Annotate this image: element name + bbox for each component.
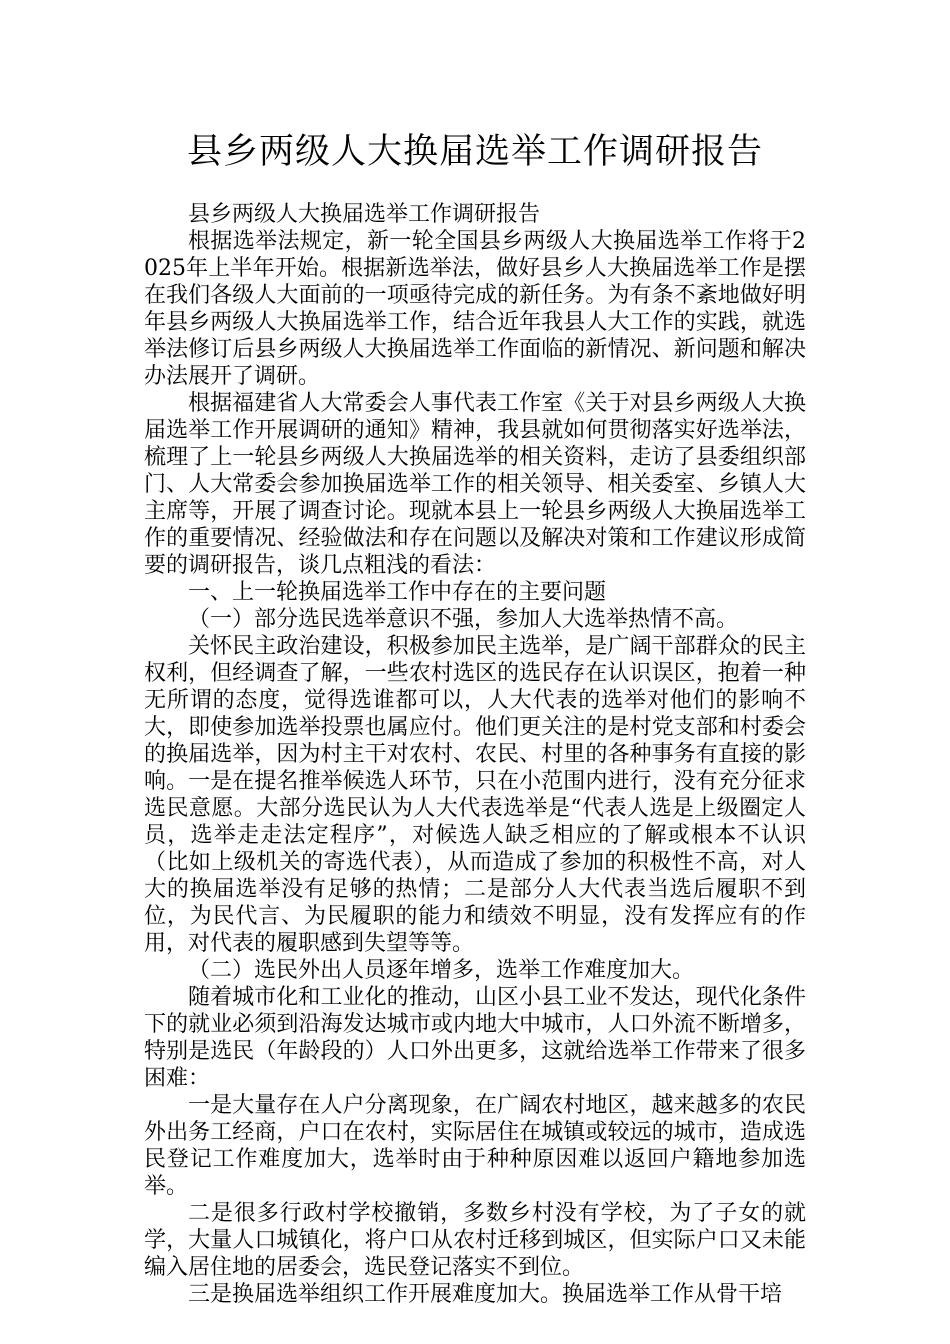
paragraph-context: 根据福建省人大常委会人事代表工作室《关于对县乡两级人大换届选举工作开展调研的通知》精神，我县就如何贯彻落实好选举法，梳理了上一轮县乡两级人大换届选举的相关资料，走访了县委组织部门、人大常委会参加换届选举工作的相关领导、相关委室、乡镇人大主席等，开展了调查讨论。现就本县上一轮县乡两级人大换届选举工作的重要情况、经验做法和存在问题以及解决对策和工作建议形成简要的调研报告，谈几点粗浅的看法： bbox=[144, 391, 806, 578]
paragraph-awareness: 关怀民主政治建设，积极参加民主选举，是广阔干部群众的民主权利，但经调查了解，一些农村选区的选民存在认识误区，抱着一种无所谓的态度，觉得选谁都可以，人大代表的选举对他们的影响不大，即使参加选举投票也属应付。他们更关注的是村党支部和村委会的换届选举，因为村主干对农村、农民、村里的各种事务有直接的影响。一是在提名推举候选人环节，只在小范围内进行，没有充分征求选民意愿。大部分选民认为人大代表选举是“代表人选是上级圈定人员，选举走走法定程序”，对候选人缺乏相应的了解或根本不认识（比如上级机关的寄选代表），从而造成了参加的积极性不高，对人大的换届选举没有足够的热情；二是部分人大代表当选后履职不到位，为民代言、为民履职的能力和绩效不明显，没有发挥应有的作用，对代表的履职感到失望等等。 bbox=[144, 634, 806, 956]
subsection-heading-1: （一）部分选民选举意识不强，参加人大选举热情不高。 bbox=[188, 607, 739, 632]
section-heading-1: 一、上一轮换届选举工作中存在的主要问题 bbox=[188, 580, 607, 605]
document-title: 县乡两级人大换届选举工作调研报告 bbox=[186, 132, 763, 172]
paragraph-migration: 随着城市化和工业化的推动，山区小县工业不发达，现代化条件下的就业必须到沿海发达城市或内地大中城市，人口外流不断增多，特别是选民（年龄段的）人口外出更多，这就给选举工作带来了很多困难： bbox=[144, 985, 806, 1091]
paragraph-intro: 根据选举法规定，新一轮全国县乡两级人大换届选举工作将于2025年上半年开始。根据新选举法，做好县乡人大换届选举工作是摆在我们各级人大面前的一项亟待完成的新任务。为有条不紊地做好明年县乡两级人大换届选举工作，结合近年我县人大工作的实践，就选举法修订后县乡两级人大换届选举工作面临的新情况、新问题和解决办法展开了调研。 bbox=[144, 229, 806, 389]
paragraph-point-1: 一是大量存在人户分离现象，在广阔农村地区，越来越多的农民外出务工经商，户口在农村，实际居住在城镇或较远的城市，造成选民登记工作难度加大，选举时由于种种原因难以返回户籍地参加选举。 bbox=[144, 1093, 806, 1199]
paragraph-subtitle: 县乡两级人大换届选举工作调研报告 bbox=[188, 202, 541, 227]
paragraph-point-3: 三是换届选举组织工作开展难度加大。换届选举工作从骨干培 bbox=[188, 1282, 783, 1307]
document-body bbox=[144, 201, 806, 1308]
paragraph-point-2: 二是很多行政村学校撤销，多数乡村没有学校，为了子女的就学，大量人口城镇化，将户口从农村迁移到城区，但实际户口又未能编入居住地的居委会，选民登记落实不到位。 bbox=[144, 1201, 806, 1280]
subsection-heading-2: （二）选民外出人员逐年增多，选举工作难度加大。 bbox=[188, 958, 695, 983]
